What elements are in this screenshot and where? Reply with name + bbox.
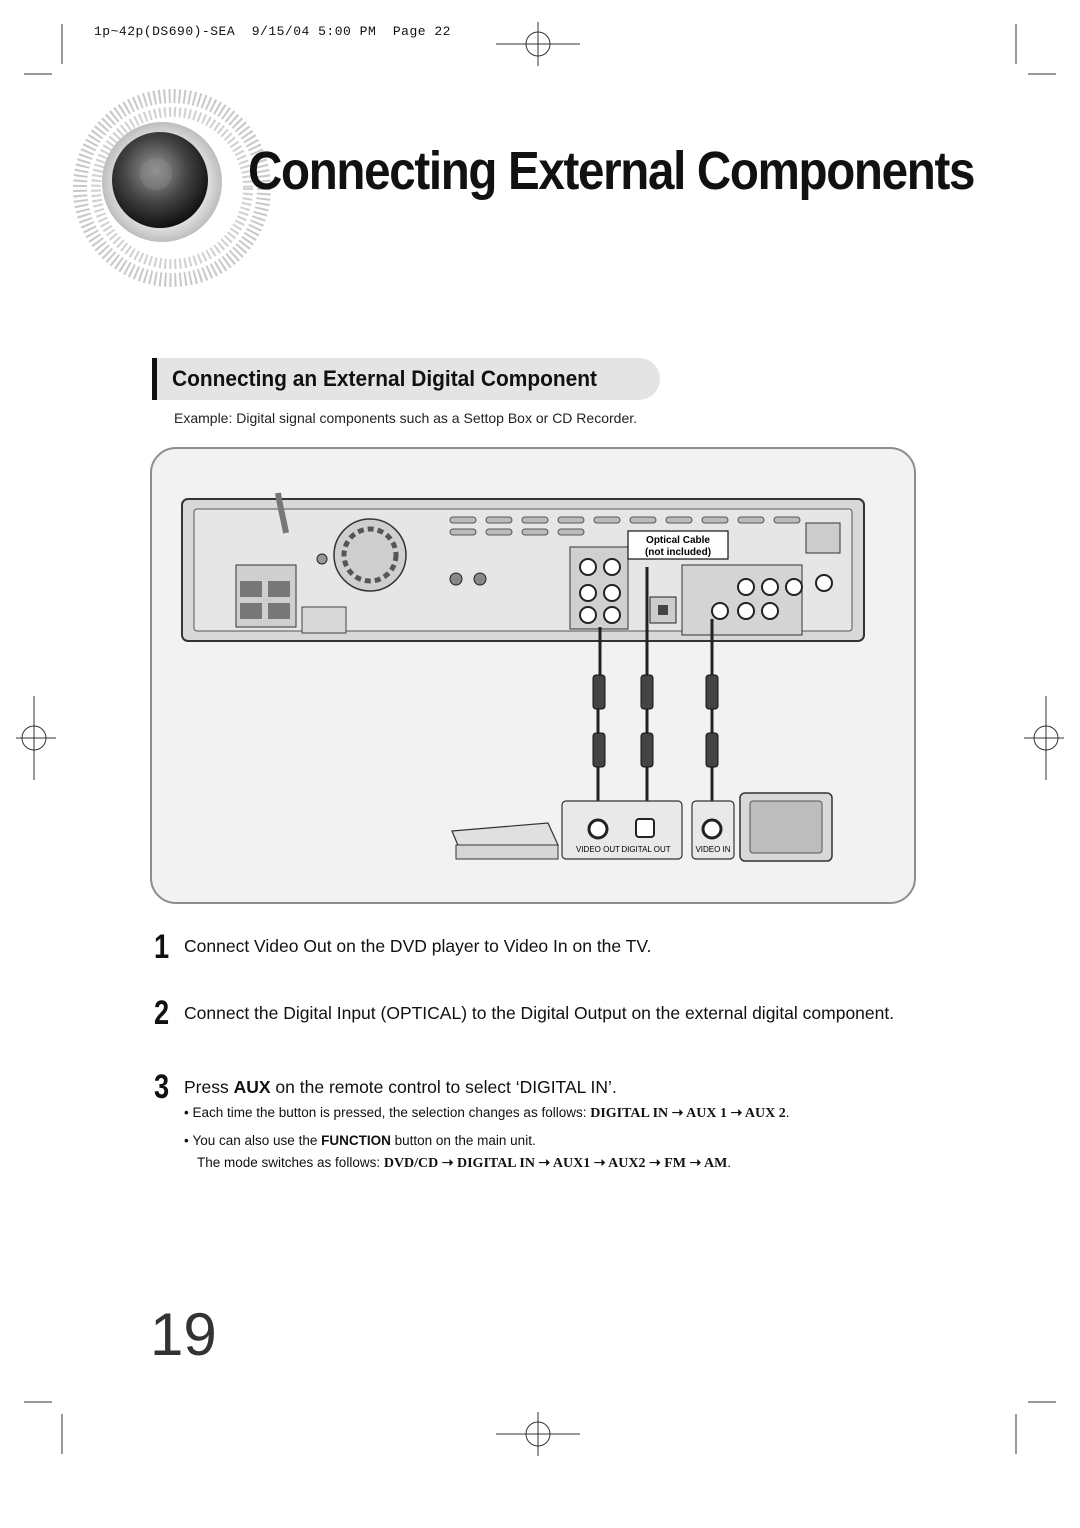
bullet-continuation: The mode switches as follows: DVD/CD ➝ DIGITAL IN ➝ AUX1 ➝ AUX2 ➝ FM ➝ AM. — [197, 1155, 732, 1171]
step-text: Connect Video Out on the DVD player to Video In on the TV. — [184, 936, 652, 956]
connection-illustration — [150, 447, 916, 904]
optical-cable-label: Optical Cable — [646, 535, 710, 546]
section-title: Connecting an External Digital Component — [172, 366, 597, 391]
not-included-label: (not included) — [644, 547, 712, 558]
print-header: 1p~42p(DS690)-SEA 9/15/04 5:00 PM Page 22 — [94, 24, 451, 39]
step-text: Connect the Digital Input (OPTICAL) to the Digital Output on the external digital component. — [184, 1003, 895, 1023]
page-title: Connecting External Components — [248, 141, 975, 201]
step-number: 2 — [154, 994, 170, 1032]
page-number: 19 — [150, 1301, 217, 1368]
video-out-jack-label: VIDEO OUT — [575, 845, 621, 854]
video-in-jack-label: VIDEO IN — [695, 845, 731, 854]
step-number: 1 — [154, 928, 170, 966]
step-text: Press AUX on the remote control to select ‘DIGITAL IN’. — [184, 1077, 617, 1097]
example-text: Example: Digital signal components such as a Settop Box or CD Recorder. — [174, 410, 638, 426]
digital-out-jack-label: DIGITAL OUT — [621, 845, 671, 854]
step-number: 3 — [154, 1068, 170, 1106]
bullet-item: • You can also use the FUNCTION button on the main unit. — [184, 1133, 536, 1148]
bullet-item: • Each time the button is pressed, the selection changes as follows: DIGITAL IN ➝ AUX 1 ➝ AUX 2. — [184, 1105, 790, 1121]
